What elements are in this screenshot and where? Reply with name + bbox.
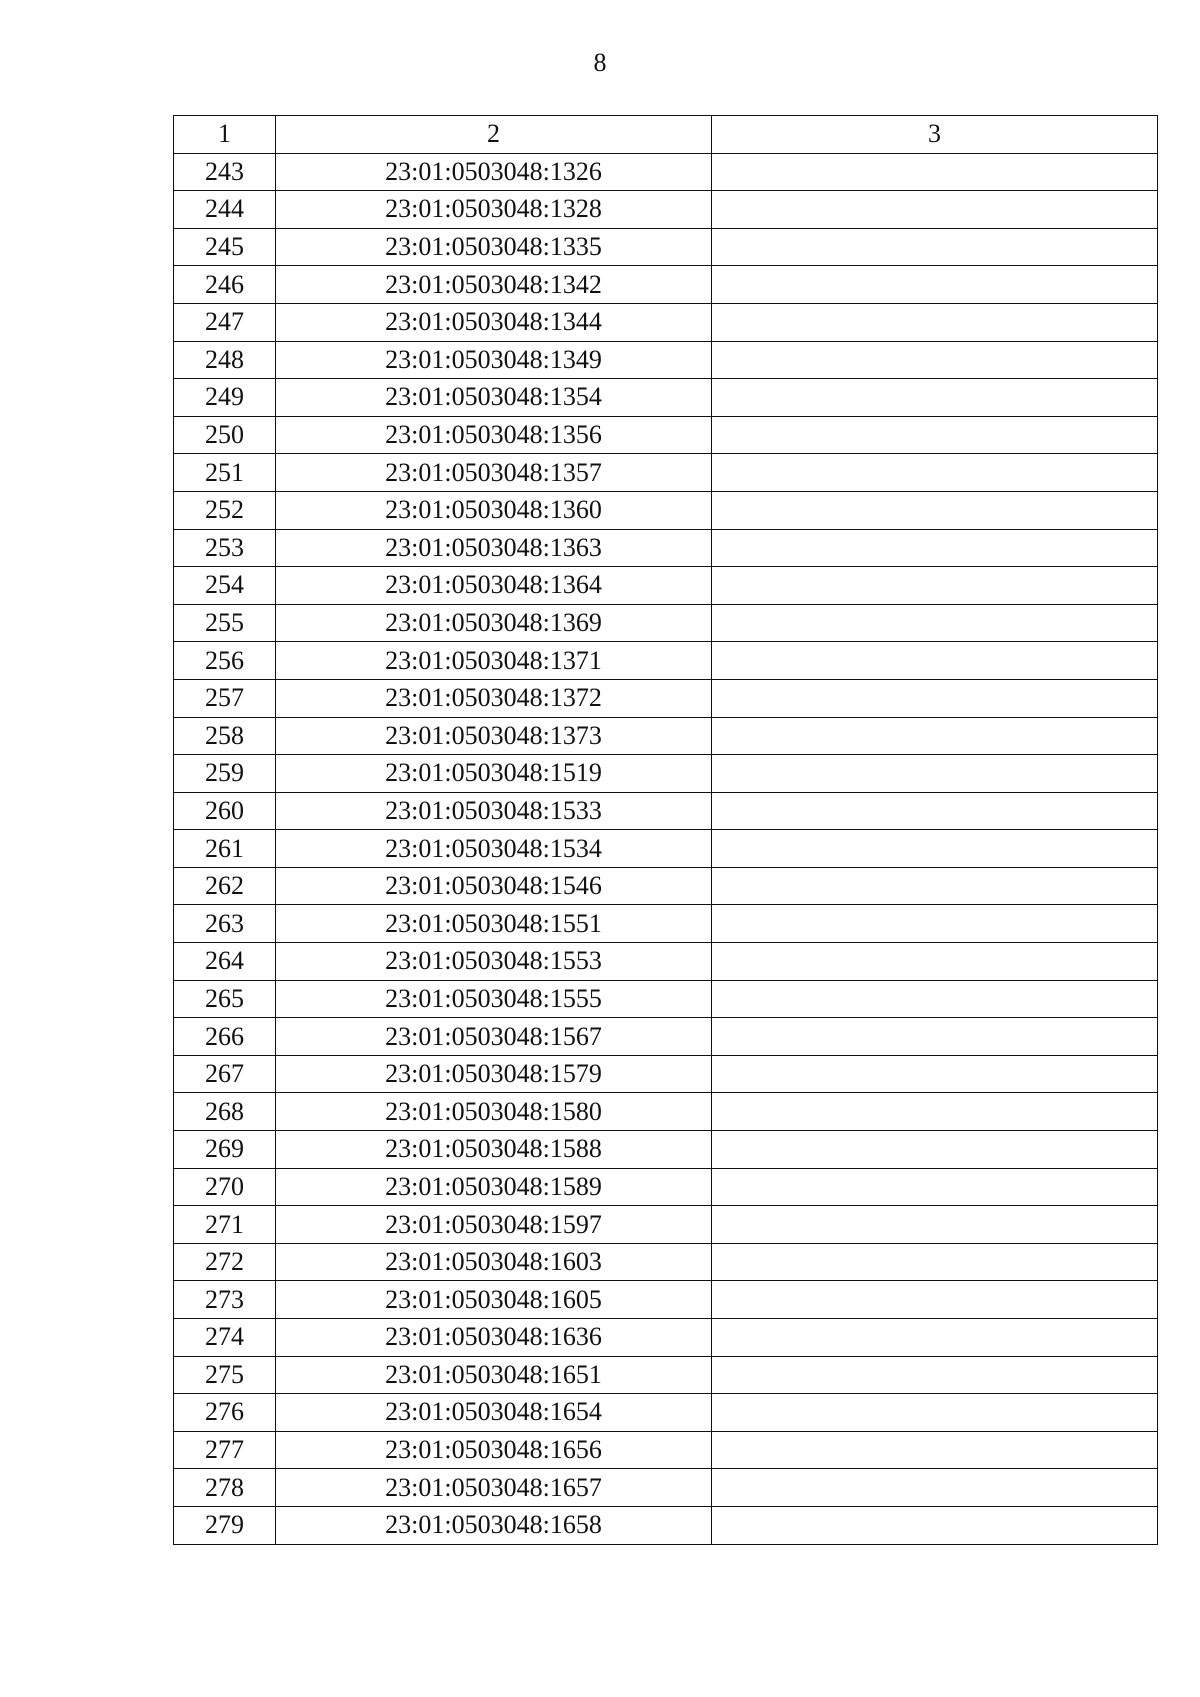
row-number-cell: 248 xyxy=(174,341,276,379)
cadastral-number-cell: 23:01:0503048:1603 xyxy=(276,1243,712,1281)
cadastral-table xyxy=(173,115,1158,1545)
note-cell xyxy=(712,1131,1158,1169)
row-number-cell: 274 xyxy=(174,1319,276,1357)
table-row xyxy=(174,1356,1158,1394)
row-number-cell: 246 xyxy=(174,266,276,304)
table-row xyxy=(174,266,1158,304)
row-number-cell: 257 xyxy=(174,679,276,717)
table-row xyxy=(174,1319,1158,1357)
row-number-cell: 279 xyxy=(174,1506,276,1544)
table-row xyxy=(174,943,1158,981)
cadastral-number-cell: 23:01:0503048:1344 xyxy=(276,303,712,341)
table-row xyxy=(174,153,1158,191)
note-cell xyxy=(712,416,1158,454)
note-cell xyxy=(712,1319,1158,1357)
table-row xyxy=(174,1055,1158,1093)
row-number-cell: 266 xyxy=(174,1018,276,1056)
note-cell xyxy=(712,379,1158,417)
cadastral-number-cell: 23:01:0503048:1656 xyxy=(276,1431,712,1469)
cadastral-number-cell: 23:01:0503048:1519 xyxy=(276,755,712,793)
row-number-cell: 244 xyxy=(174,191,276,229)
cadastral-number-cell: 23:01:0503048:1567 xyxy=(276,1018,712,1056)
table-row xyxy=(174,905,1158,943)
cadastral-number-cell: 23:01:0503048:1357 xyxy=(276,454,712,492)
row-number-cell: 270 xyxy=(174,1168,276,1206)
table-row xyxy=(174,379,1158,417)
cadastral-number-cell: 23:01:0503048:1364 xyxy=(276,567,712,605)
note-cell xyxy=(712,980,1158,1018)
row-number-cell: 264 xyxy=(174,943,276,981)
row-number-cell: 256 xyxy=(174,642,276,680)
note-cell xyxy=(712,491,1158,529)
cadastral-number-cell: 23:01:0503048:1636 xyxy=(276,1319,712,1357)
cadastral-number-cell: 23:01:0503048:1373 xyxy=(276,717,712,755)
table-row xyxy=(174,679,1158,717)
note-cell xyxy=(712,1431,1158,1469)
column-header-3: 3 xyxy=(712,116,1158,154)
note-cell xyxy=(712,792,1158,830)
note-cell xyxy=(712,341,1158,379)
note-cell xyxy=(712,1206,1158,1244)
note-cell xyxy=(712,1506,1158,1544)
cadastral-number-cell: 23:01:0503048:1349 xyxy=(276,341,712,379)
cadastral-number-cell: 23:01:0503048:1555 xyxy=(276,980,712,1018)
table-row xyxy=(174,604,1158,642)
cadastral-number-cell: 23:01:0503048:1356 xyxy=(276,416,712,454)
table-row xyxy=(174,1093,1158,1131)
note-cell xyxy=(712,529,1158,567)
row-number-cell: 249 xyxy=(174,379,276,417)
cadastral-number-cell: 23:01:0503048:1658 xyxy=(276,1506,712,1544)
cadastral-number-cell: 23:01:0503048:1533 xyxy=(276,792,712,830)
note-cell xyxy=(712,1243,1158,1281)
table-row xyxy=(174,1469,1158,1507)
row-number-cell: 278 xyxy=(174,1469,276,1507)
cadastral-number-cell: 23:01:0503048:1363 xyxy=(276,529,712,567)
row-number-cell: 272 xyxy=(174,1243,276,1281)
cadastral-number-cell: 23:01:0503048:1553 xyxy=(276,943,712,981)
table-row xyxy=(174,717,1158,755)
row-number-cell: 276 xyxy=(174,1394,276,1432)
cadastral-number-cell: 23:01:0503048:1328 xyxy=(276,191,712,229)
note-cell xyxy=(712,1469,1158,1507)
row-number-cell: 247 xyxy=(174,303,276,341)
table-row xyxy=(174,228,1158,266)
table-row xyxy=(174,1168,1158,1206)
table-row xyxy=(174,642,1158,680)
row-number-cell: 253 xyxy=(174,529,276,567)
cadastral-number-cell: 23:01:0503048:1597 xyxy=(276,1206,712,1244)
cadastral-number-cell: 23:01:0503048:1369 xyxy=(276,604,712,642)
table-row xyxy=(174,341,1158,379)
note-cell xyxy=(712,567,1158,605)
row-number-cell: 269 xyxy=(174,1131,276,1169)
note-cell xyxy=(712,1168,1158,1206)
table-row xyxy=(174,1018,1158,1056)
cadastral-number-cell: 23:01:0503048:1651 xyxy=(276,1356,712,1394)
table-row xyxy=(174,567,1158,605)
table-row xyxy=(174,529,1158,567)
cadastral-number-cell: 23:01:0503048:1589 xyxy=(276,1168,712,1206)
cadastral-number-cell: 23:01:0503048:1657 xyxy=(276,1469,712,1507)
row-number-cell: 263 xyxy=(174,905,276,943)
note-cell xyxy=(712,228,1158,266)
row-number-cell: 260 xyxy=(174,792,276,830)
note-cell xyxy=(712,717,1158,755)
note-cell xyxy=(712,1018,1158,1056)
cadastral-number-cell: 23:01:0503048:1326 xyxy=(276,153,712,191)
column-header-2: 2 xyxy=(276,116,712,154)
row-number-cell: 275 xyxy=(174,1356,276,1394)
table-row xyxy=(174,303,1158,341)
page-number: 8 xyxy=(593,48,607,77)
table-row xyxy=(174,1506,1158,1544)
table-row xyxy=(174,1206,1158,1244)
table-row xyxy=(174,491,1158,529)
table-row xyxy=(174,867,1158,905)
row-number-cell: 255 xyxy=(174,604,276,642)
table-row xyxy=(174,980,1158,1018)
note-cell xyxy=(712,867,1158,905)
table-row xyxy=(174,416,1158,454)
note-cell xyxy=(712,905,1158,943)
row-number-cell: 250 xyxy=(174,416,276,454)
cadastral-number-cell: 23:01:0503048:1588 xyxy=(276,1131,712,1169)
cadastral-number-cell: 23:01:0503048:1551 xyxy=(276,905,712,943)
cadastral-number-cell: 23:01:0503048:1654 xyxy=(276,1394,712,1432)
note-cell xyxy=(712,830,1158,868)
column-header-1: 1 xyxy=(174,116,276,154)
note-cell xyxy=(712,1281,1158,1319)
row-number-cell: 271 xyxy=(174,1206,276,1244)
table-row xyxy=(174,454,1158,492)
note-cell xyxy=(712,943,1158,981)
note-cell xyxy=(712,755,1158,793)
note-cell xyxy=(712,1093,1158,1131)
note-cell xyxy=(712,454,1158,492)
row-number-cell: 265 xyxy=(174,980,276,1018)
cadastral-number-cell: 23:01:0503048:1342 xyxy=(276,266,712,304)
note-cell xyxy=(712,266,1158,304)
cadastral-number-cell: 23:01:0503048:1580 xyxy=(276,1093,712,1131)
table-row xyxy=(174,191,1158,229)
note-cell xyxy=(712,1055,1158,1093)
row-number-cell: 258 xyxy=(174,717,276,755)
table-row xyxy=(174,792,1158,830)
note-cell xyxy=(712,153,1158,191)
table-row xyxy=(174,755,1158,793)
note-cell xyxy=(712,303,1158,341)
note-cell xyxy=(712,191,1158,229)
cadastral-number-cell: 23:01:0503048:1372 xyxy=(276,679,712,717)
cadastral-number-cell: 23:01:0503048:1371 xyxy=(276,642,712,680)
table-row xyxy=(174,1131,1158,1169)
row-number-cell: 268 xyxy=(174,1093,276,1131)
row-number-cell: 261 xyxy=(174,830,276,868)
table-row xyxy=(174,1431,1158,1469)
note-cell xyxy=(712,604,1158,642)
cadastral-number-cell: 23:01:0503048:1360 xyxy=(276,491,712,529)
cadastral-number-cell: 23:01:0503048:1579 xyxy=(276,1055,712,1093)
cadastral-number-cell: 23:01:0503048:1605 xyxy=(276,1281,712,1319)
row-number-cell: 252 xyxy=(174,491,276,529)
row-number-cell: 267 xyxy=(174,1055,276,1093)
cadastral-number-cell: 23:01:0503048:1335 xyxy=(276,228,712,266)
row-number-cell: 277 xyxy=(174,1431,276,1469)
cadastral-number-cell: 23:01:0503048:1534 xyxy=(276,830,712,868)
table-row xyxy=(174,1243,1158,1281)
note-cell xyxy=(712,642,1158,680)
row-number-cell: 254 xyxy=(174,567,276,605)
table-header-row xyxy=(174,116,1158,154)
row-number-cell: 243 xyxy=(174,153,276,191)
row-number-cell: 245 xyxy=(174,228,276,266)
row-number-cell: 259 xyxy=(174,755,276,793)
table-body xyxy=(174,153,1158,1544)
row-number-cell: 251 xyxy=(174,454,276,492)
note-cell xyxy=(712,1356,1158,1394)
table-row xyxy=(174,1394,1158,1432)
cadastral-number-cell: 23:01:0503048:1546 xyxy=(276,867,712,905)
row-number-cell: 262 xyxy=(174,867,276,905)
cadastral-number-cell: 23:01:0503048:1354 xyxy=(276,379,712,417)
table-row xyxy=(174,830,1158,868)
note-cell xyxy=(712,1394,1158,1432)
note-cell xyxy=(712,679,1158,717)
row-number-cell: 273 xyxy=(174,1281,276,1319)
table-row xyxy=(174,1281,1158,1319)
